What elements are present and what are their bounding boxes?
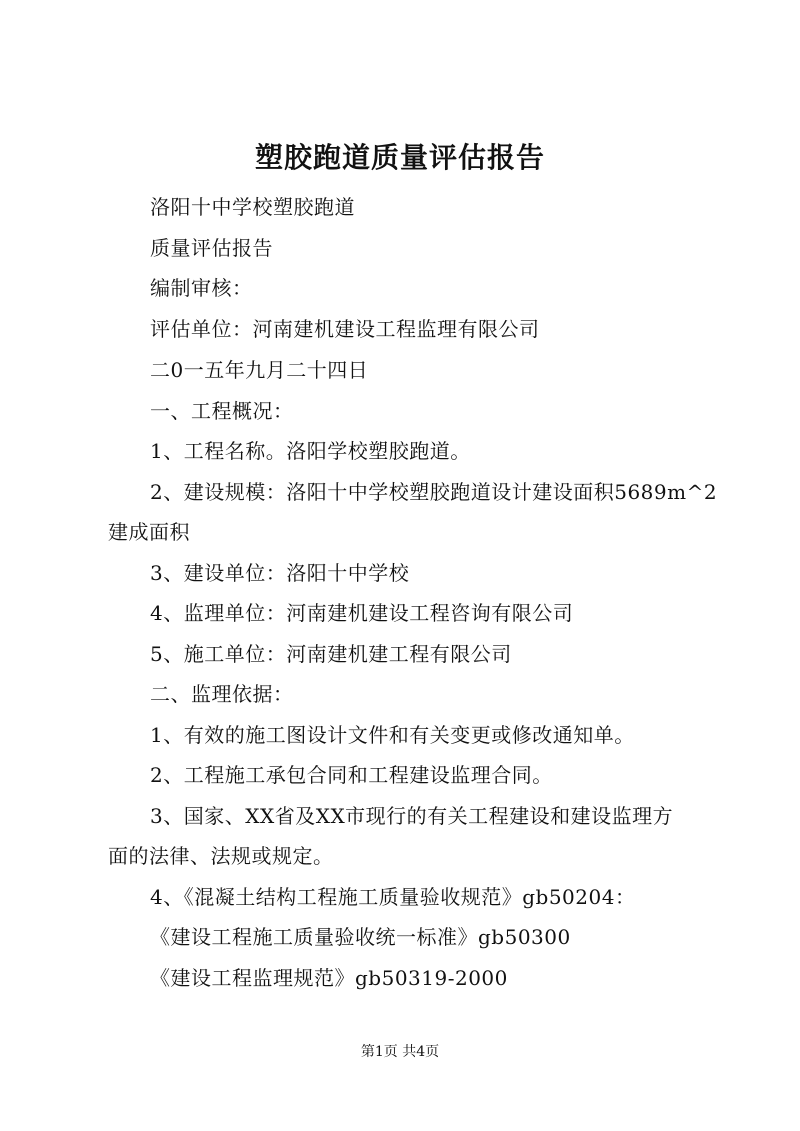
line-item-4: 4、监理单位：河南建机建设工程咨询有限公司 xyxy=(150,601,574,625)
line-basis-2: 2、工程施工承包合同和工程建设监理合同。 xyxy=(150,763,553,787)
page-footer: 第1页 共4页 xyxy=(360,1044,440,1060)
line-compiler: 编制审核： xyxy=(150,276,253,300)
line-item-2-continued: 建成面积 xyxy=(108,520,190,544)
line-date: 二0一五年九月二十四日 xyxy=(150,358,369,382)
line-standard-2: 《建设工程监理规范》gb50319-2000 xyxy=(150,966,508,990)
line-basis-1: 1、有效的施工图设计文件和有关变更或修改通知单。 xyxy=(150,723,635,747)
line-basis-3-continued: 面的法律、法规或规定。 xyxy=(108,844,334,868)
line-basis-4: 4、《混凝土结构工程施工质量验收规范》gb50204： xyxy=(150,885,636,909)
line-item-1: 1、工程名称。洛阳学校塑胶跑道。 xyxy=(150,439,471,463)
section-heading-basis: 二、监理依据： xyxy=(150,682,294,706)
line-item-2: 2、建设规模：洛阳十中学校塑胶跑道设计建设面积5689m^2 xyxy=(150,480,718,504)
line-basis-3: 3、国家、XX省及XX市现行的有关工程建设和建设监理方 xyxy=(150,804,674,828)
document-title: 塑胶跑道质量评估报告 xyxy=(254,141,545,174)
line-item-3: 3、建设单位：洛阳十中学校 xyxy=(150,561,410,585)
line-evaluation-unit: 评估单位：河南建机建设工程监理有限公司 xyxy=(150,317,540,341)
line-report-title: 质量评估报告 xyxy=(150,236,273,260)
line-standard-1: 《建设工程施工质量验收统一标准》gb50300 xyxy=(150,925,571,949)
line-item-5: 5、施工单位：河南建机建工程有限公司 xyxy=(150,642,512,666)
section-heading-overview: 一、工程概况： xyxy=(150,399,294,423)
line-project-name: 洛阳十中学校塑胶跑道 xyxy=(150,195,355,219)
